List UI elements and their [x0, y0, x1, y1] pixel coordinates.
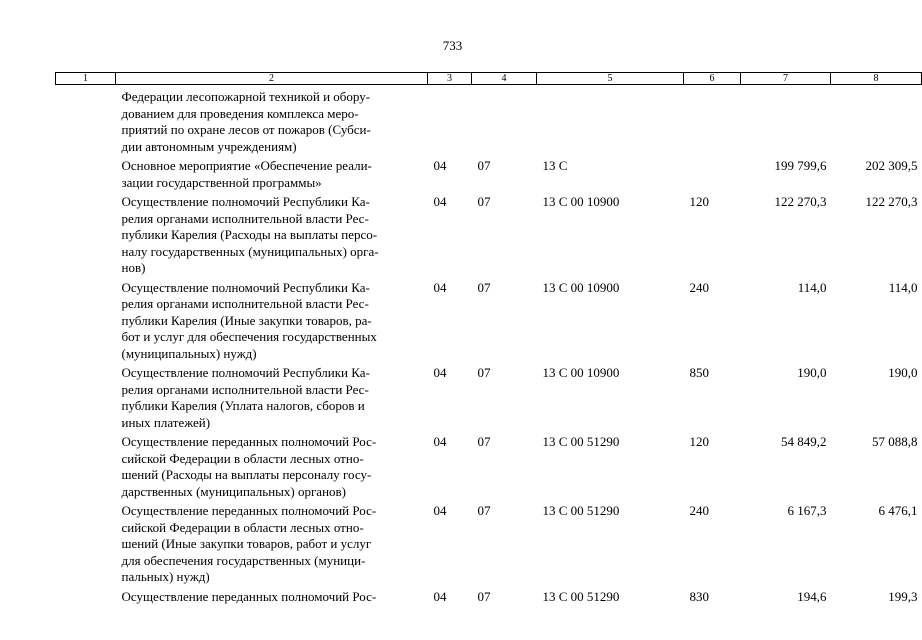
column-header: 5	[537, 73, 684, 85]
name-line: зации государственной программы»	[121, 174, 322, 190]
name-line: сийской Федерации в области лесных отно-	[121, 519, 364, 535]
cell-name	[116, 155, 428, 191]
name-line: Осуществление переданных полномочий Рос-	[121, 588, 377, 604]
cell-number	[56, 586, 116, 606]
name-line: приятий по охране лесов от пожаров (Субси-	[121, 122, 371, 137]
name-line: шений (Иные закупки товаров, работ и услуг	[121, 536, 372, 551]
cell-amount-year1	[741, 85, 831, 156]
cell-amount-year1: 6 167,3	[787, 503, 827, 518]
cell-number	[56, 277, 116, 363]
column-header: 6	[684, 73, 741, 85]
cell-section: 04	[433, 365, 447, 380]
name-line: релия органами исполнительной власти Рес-	[121, 210, 369, 226]
column-header: 1	[56, 73, 116, 85]
cell-number	[56, 191, 116, 277]
name-line: Осуществление переданных полномочий Рос-	[121, 503, 377, 518]
table-row	[56, 586, 922, 606]
cell-amount-year1: 54 849,2	[781, 434, 827, 449]
table-row	[56, 431, 922, 500]
cell-amount-year1: 114,0	[797, 279, 827, 295]
cell-section: 04	[433, 588, 447, 604]
cell-target-article: 13 С 00 10900	[542, 365, 620, 380]
cell-amount-year2: 122 270,3	[865, 194, 918, 209]
cell-amount-year1: 122 270,3	[774, 194, 827, 209]
cell-target-article: 13 С 00 51290	[542, 588, 620, 604]
cell-target-article	[537, 85, 684, 156]
name-line: нов)	[121, 260, 146, 275]
cell-target-article: 13 С 00 10900	[542, 194, 620, 209]
table-row	[56, 155, 922, 191]
cell-subsection: 07	[477, 503, 491, 518]
cell-number	[56, 85, 116, 156]
name-line: Осуществление полномочий Республики Ка-	[121, 365, 370, 380]
cell-section: 04	[433, 158, 447, 173]
column-header: 2	[116, 73, 428, 85]
column-header: 4	[472, 73, 537, 85]
cell-name	[116, 362, 428, 431]
cell-amount-year2: 199,3	[888, 588, 918, 604]
cell-subsection: 07	[477, 194, 491, 209]
cell-amount-year2	[831, 85, 922, 156]
name-line: Федерации лесопожарной техникой и обору-	[121, 89, 371, 104]
cell-amount-year2: 57 088,8	[872, 434, 918, 449]
cell-expense-type	[684, 155, 741, 191]
cell-section: 04	[433, 194, 447, 209]
cell-number	[56, 431, 116, 500]
name-line: сийской Федерации в области лесных отно-	[121, 450, 364, 466]
column-header: 7	[741, 73, 831, 85]
cell-target-article: 13 С 00 51290	[542, 434, 620, 449]
cell-expense-type	[684, 85, 741, 156]
cell-section: 04	[433, 503, 447, 518]
table-header-row	[56, 73, 922, 85]
name-line: Осуществление полномочий Республики Ка-	[121, 194, 370, 209]
cell-name	[116, 500, 428, 586]
name-line: для обеспечения государственных (муници-	[121, 552, 366, 568]
table-row	[56, 191, 922, 277]
cell-number	[56, 362, 116, 431]
cell-subsection: 07	[477, 365, 491, 380]
cell-amount-year2: 6 476,1	[878, 503, 918, 518]
name-line: налу государственных (муниципальных) орга-	[121, 243, 379, 259]
name-line: иных платежей)	[121, 414, 211, 430]
cell-subsection	[472, 85, 537, 156]
table-row	[56, 277, 922, 363]
cell-name	[116, 431, 428, 500]
cell-section	[428, 85, 472, 156]
budget-table	[55, 72, 922, 605]
name-line: Осуществление полномочий Республики Ка-	[121, 279, 370, 295]
cell-expense-type: 120	[689, 194, 709, 209]
cell-subsection: 07	[477, 158, 491, 173]
cell-expense-type: 240	[689, 279, 709, 295]
name-line: публики Карелия (Расходы на выплаты персо-	[121, 227, 378, 242]
name-line: Осуществление переданных полномочий Рос-	[121, 434, 377, 449]
table-row	[56, 85, 922, 156]
cell-amount-year2: 114,0	[888, 279, 918, 295]
cell-expense-type: 850	[689, 365, 709, 380]
cell-target-article: 13 С 00 51290	[542, 503, 620, 518]
cell-subsection: 07	[477, 588, 491, 604]
cell-number	[56, 155, 116, 191]
cell-section: 04	[433, 434, 447, 449]
name-line: (муниципальных) нужд)	[121, 345, 257, 361]
name-line: дованием для проведения комплекса меро-	[121, 105, 359, 121]
cell-name	[116, 586, 428, 606]
cell-amount-year2: 202 309,5	[865, 158, 918, 173]
name-line: пальных) нужд)	[121, 569, 210, 584]
column-header: 8	[831, 73, 922, 85]
cell-target-article: 13 С 00 10900	[542, 279, 620, 295]
table-row	[56, 500, 922, 586]
cell-name	[116, 277, 428, 363]
cell-expense-type: 120	[689, 434, 709, 449]
column-header: 3	[428, 73, 472, 85]
cell-section: 04	[433, 279, 447, 295]
name-line: релия органами исполнительной власти Рес-	[121, 381, 369, 397]
name-line: публики Карелия (Уплата налогов, сборов и	[121, 398, 365, 413]
cell-target-article: 13 С	[542, 158, 568, 173]
cell-subsection: 07	[477, 279, 491, 295]
cell-name	[116, 191, 428, 277]
cell-name	[116, 85, 428, 156]
name-line: релия органами исполнительной власти Рес-	[121, 296, 369, 311]
name-line: дарственных (муниципальных) органов)	[121, 483, 347, 499]
cell-amount-year1: 190,0	[797, 365, 827, 380]
cell-amount-year1: 199 799,6	[774, 158, 827, 173]
table-row	[56, 362, 922, 431]
name-line: дии автономным учреждениям)	[121, 138, 297, 154]
cell-subsection: 07	[477, 434, 491, 449]
cell-number	[56, 500, 116, 586]
name-line: бот и услуг для обеспечения государственных	[121, 329, 377, 344]
name-line: Основное мероприятие «Обеспечение реали-	[121, 158, 372, 173]
cell-amount-year1: 194,6	[797, 588, 827, 604]
cell-amount-year2: 190,0	[888, 365, 918, 380]
page-number: 733	[442, 38, 463, 53]
cell-expense-type: 240	[689, 503, 709, 518]
name-line: шений (Расходы на выплаты персоналу госу-	[121, 467, 372, 482]
cell-expense-type: 830	[689, 588, 709, 604]
name-line: публики Карелия (Иные закупки товаров, ра-	[121, 312, 372, 328]
